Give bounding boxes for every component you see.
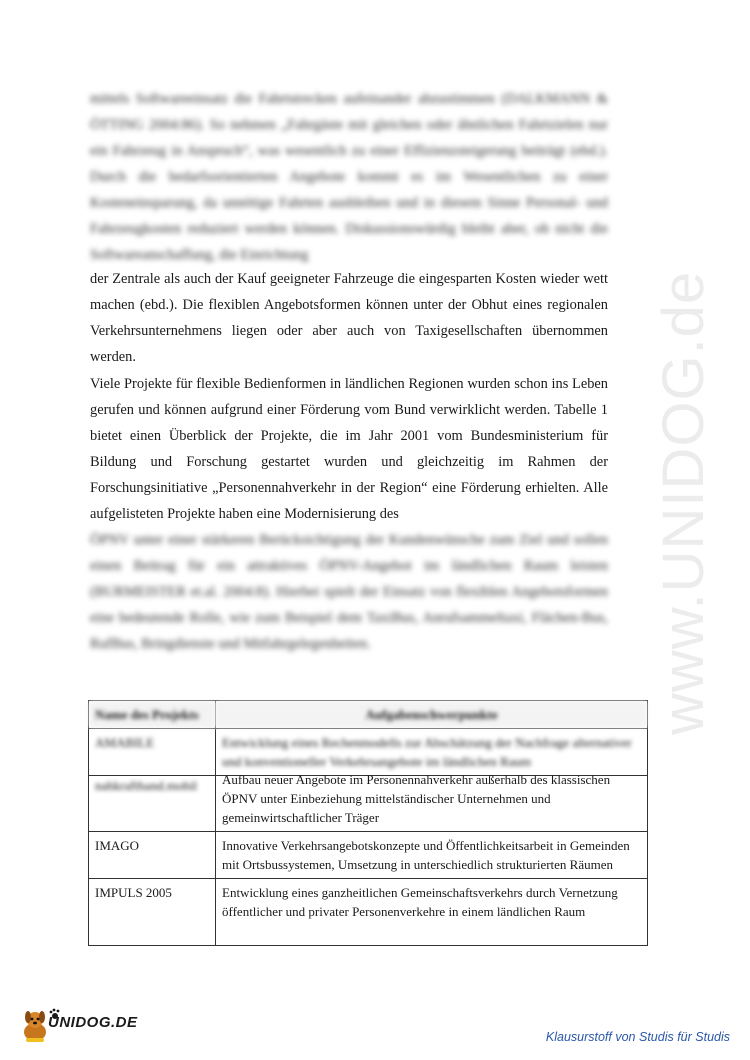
footer-tagline: Klausurstoff von Studis für Studis: [545, 1030, 730, 1044]
project-name: IMAGO: [89, 832, 216, 879]
paragraph-visible-2: Viele Projekte für flexible Bedienformen in ländlichen Regionen wurden schon ins Leben gerufen und können aufgrund einer Förderung vom Bund verwirklicht werden. Tabelle 1 bietet einen Überblick der Projekte, die im Jahr 2001 vom Bundesministerium für Bildung und Forschung gestartet wurden und gleichzeitig im Rahmen der Forschungsinitiative „Personennahverkehr in der Region“ eine Förderung erhielten. Alle aufgelisteten Projekte haben eine Modernisierung des: [90, 376, 608, 522]
table-row: [89, 832, 648, 879]
table-row: [89, 879, 648, 946]
table-header-focus: Aufgabenschwerpunkte: [216, 701, 648, 729]
unidog-logo[interactable]: [18, 1008, 158, 1048]
paragraph-visible-1: der Zentrale als auch der Kauf geeigneter Fahrzeuge die eingesparten Kosten wieder wett machen (ebd.). Die flexiblen Angebotsformen können unter der Obhut eines regionalen Verkehrsunternehmens liegen oder aber auch von Taxigesellschaften übernommen werden.: [90, 271, 608, 365]
dog-icon: [18, 1008, 52, 1044]
project-description-text: Aufbau neuer Angebote im Personennahverkehr außerhalb des klassischen ÖPNV unter Einbeziehung mittelständischer Unternehmen und gemeinwirtschaftlicher Träger: [222, 772, 611, 825]
watermark-text: www.UNIDOG.de: [651, 270, 716, 735]
paragraph-blurred-top: mittels Softwareeinsatz die Fahrtstrecken aufeinander abzustimmen (DALKMANN & ÖTTING 2004:86). So nehmen „Fahrgäste mit gleichen oder ähnlichen Fahrtzielen nur ein Fahrzeug in Anspruch“, was wesentlich zu einer Effizienzsteigerung beiträgt (ebd.). Durch die bedarfsorientierten Angebote kommt es im Wesentlichen zu einer Kosteneinsparung, da unnötige Fahrten ausbleiben und in diesem Sinne Personal- und Fahrzeugkosten reduziert werden können. Diskussionswürdig bleibt aber, ob nicht die Softwareanschaffung, die Einrichtung: [90, 91, 608, 263]
project-description: Innovative Verkehrsangebotskonzepte und Öffentlichkeitsarbeit in Gemeinden mit Ortsbussystemen, Umsetzung in unterschiedlich strukturierten Räumen: [216, 832, 648, 879]
paragraph-blurred-bottom: ÖPNV unter einer stärkeren Berücksichtigung der Kundenwünsche zum Ziel und sollen einen Beitrag für ein attraktives ÖPNV-Angebot im ländlichen Raum leisten (BURMEISTER et.al. 2004:8). Hierbei spielt der Einsatz von flexiblen Angebotsformen eine bedeutende Rolle, wie zum Beispiel dem TaxiBus, Anrufsammeltaxi, Flächen-Bus, RufBus, Bringdienste und Mitfahrgelegenheiten.: [90, 532, 608, 652]
table-row: [89, 776, 648, 832]
table-row: [89, 729, 648, 776]
projects-table: [88, 700, 648, 946]
project-description: Entwicklung eines ganzheitlichen Gemeinschaftsverkehrs durch Vernetzung öffentlicher und privater Personenverkehre in einem ländlichen Raum: [216, 879, 648, 946]
project-description: [216, 772, 648, 832]
project-description: Entwicklung eines Rechenmodells zur Abschätzung der Nachfrage alternativer und konventioneller Verkehrsangebote im ländlichen Raum: [216, 729, 648, 776]
table-header-row: [89, 701, 648, 729]
logo-text: UNIDOG.DE: [48, 1014, 138, 1031]
project-name-text: nahkrafthand.mobil: [95, 778, 198, 793]
project-name: IMPULS 2005: [89, 879, 216, 946]
project-name: [89, 776, 216, 832]
table-header-name: Name des Projekts: [89, 701, 216, 729]
project-name: AMABILE: [89, 729, 216, 776]
